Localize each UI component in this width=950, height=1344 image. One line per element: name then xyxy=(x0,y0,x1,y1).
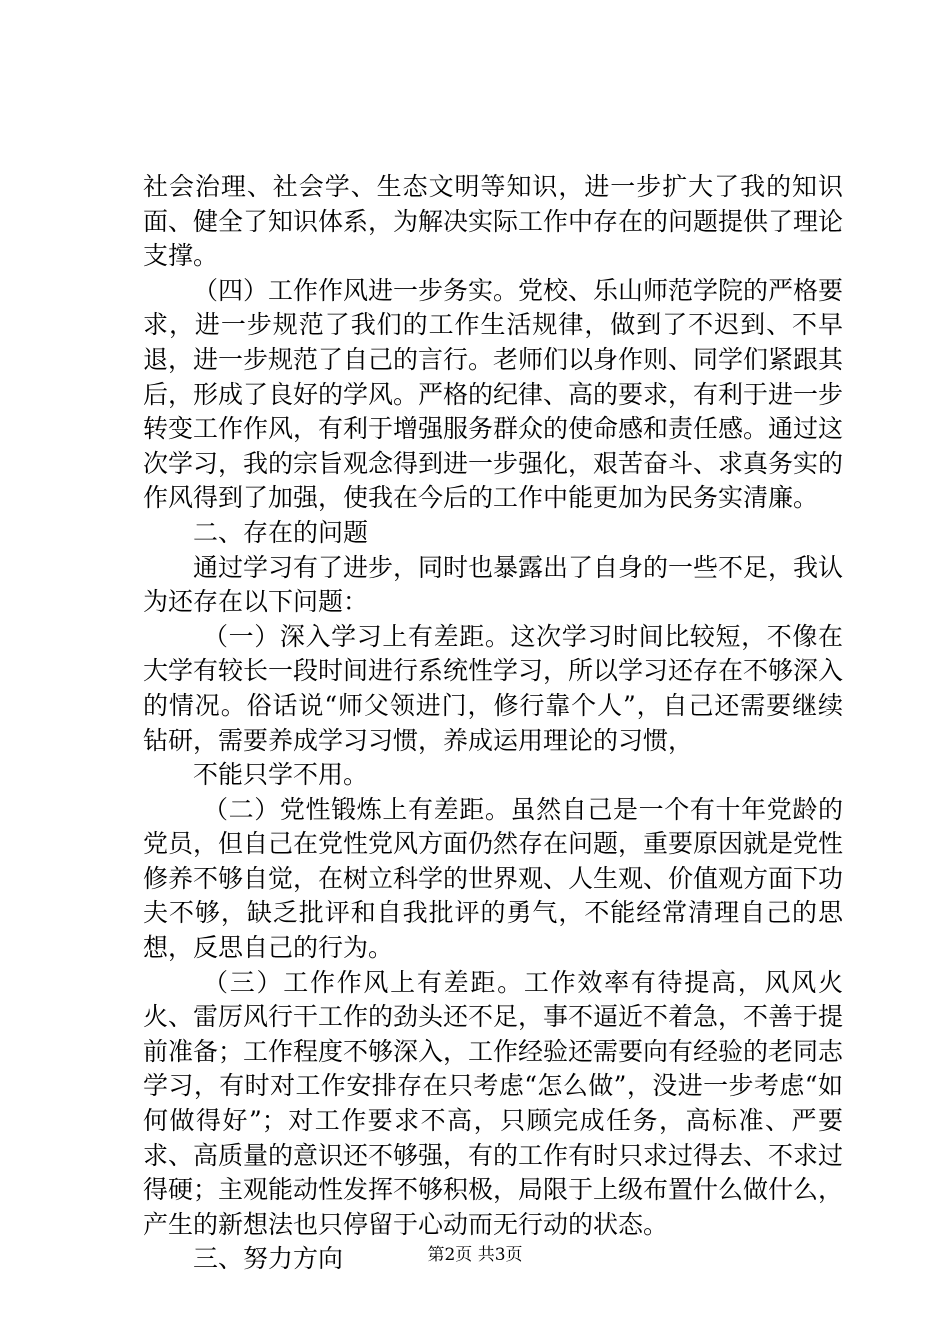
page-number: 第2页 共3页 xyxy=(427,1245,523,1265)
document-body xyxy=(143,170,843,1277)
paragraph-party-gap: （二）党性锻炼上有差距。虽然自己是一个有十年党龄的党员，但自己在党性党风方面仍然存在问题，重要原因就是党性修养不够自觉，在树立科学的世界观、人生观、价值观方面下功夫不够，缺乏批评和自我批评的勇气，不能经常清理自己的思想，反思自己的行为。 xyxy=(143,794,844,963)
paragraph-study-gap-end: 不能只学不用。 xyxy=(193,760,369,790)
paragraph-study-gap: （一）深入学习上有差距。这次学习时间比较短，不像在大学有较长一段时间进行系统性学习，所以学习还存在不够深入的情况。俗话说“师父领进门，修行靠个人”，自己还需要继续钻研，需要养成学习习惯，养成运用理论的习惯， xyxy=(143,621,844,755)
paragraph-continuation: 社会治理、社会学、生态文明等知识，进一步扩大了我的知识面、健全了知识体系，为解决实际工作中存在的问题提供了理论支撑。 xyxy=(143,172,844,271)
paragraph-style-gap: （三）工作作风上有差距。工作效率有待提高，风风火火、雷厉风行干工作的劲头还不足，事不逼近不着急，不善于提前准备；工作程度不够深入，工作经验还需要向有经验的老同志学习，有时对工作安排存在只考虑“怎么做”，没进一步考虑“如何做得好”；对工作要求不高，只顾完成任务，高标准、严要求、高质量的意识还不够强，有的工作有时只求过得去、不求过得硬；主观能动性发挥不够积极，局限于上级布置什么做什么，产生的新想法也只停留于心动而无行动的状态。 xyxy=(143,967,844,1239)
paragraph-problems-intro: 通过学习有了进步，同时也暴露出了自身的一些不足，我认为还存在以下问题： xyxy=(143,552,844,617)
paragraph-work-style: （四）工作作风进一步务实。党校、乐山师范学院的严格要求，进一步规范了我们的工作生活规律，做到了不迟到、不早退，进一步规范了自己的言行。老师们以身作则、同学们紧跟其后，形成了良好的学风。严格的纪律、高的要求，有利于进一步转变工作作风，有利于增强服务群众的使命感和责任感。通过这次学习，我的宗旨观念得到进一步强化，艰苦奋斗、求真务实的作风得到了加强，使我在今后的工作中能更加为民务实清廉。 xyxy=(143,275,844,513)
section-heading-direction: 三、努力方向 xyxy=(193,1244,344,1274)
page-footer xyxy=(0,1244,950,1266)
section-heading-problems: 二、存在的问题 xyxy=(193,517,369,547)
